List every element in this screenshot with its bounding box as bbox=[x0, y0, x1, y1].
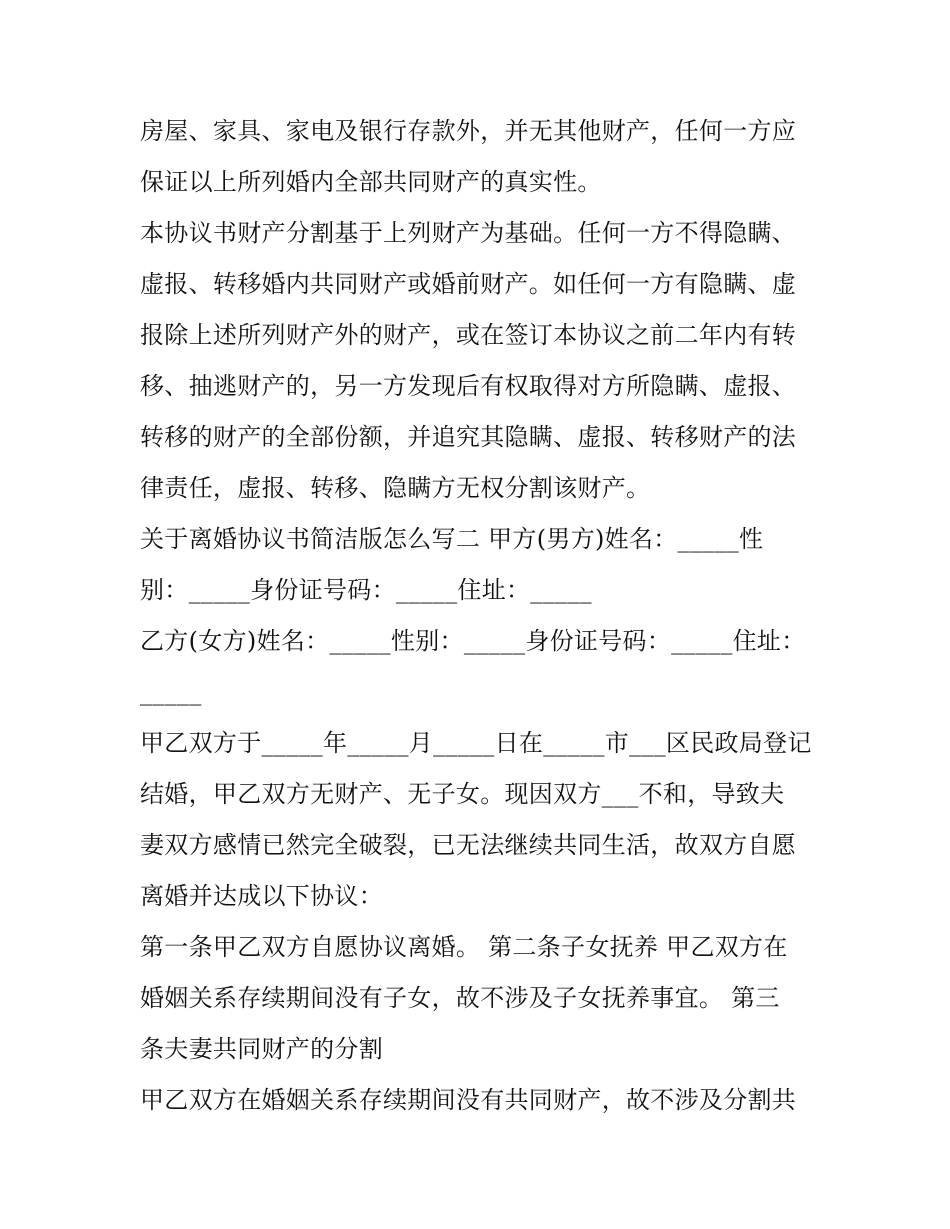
text-line: 乙方(女方)姓名：_____性别：_____身份证号码：_____住址： bbox=[140, 627, 806, 655]
text-line: 甲乙双方于_____年_____月_____日在_____市___区民政局登记 bbox=[140, 729, 812, 757]
text-line: 婚姻关系存续期间没有子女，故不涉及子女抚养事宜。 第三 bbox=[140, 984, 780, 1012]
text-line: 虚报、转移婚内共同财产或婚前财产。如任何一方有隐瞒、虚 bbox=[140, 270, 797, 298]
text-line: 结婚，甲乙双方无财产、无子女。现因双方___不和，导致夫 bbox=[140, 780, 785, 808]
text-line: 甲乙双方在婚姻关系存续期间没有共同财产，故不涉及分割共 bbox=[140, 1086, 797, 1114]
text-line: 保证以上所列婚内全部共同财产的真实性。 bbox=[140, 168, 602, 196]
text-line: 报除上述所列财产外的财产，或在签订本协议之前二年内有转 bbox=[140, 321, 797, 349]
text-line: 第一条甲乙双方自愿协议离婚。 第二条子女抚养 甲乙双方在 bbox=[140, 933, 788, 961]
text-line: 条夫妻共同财产的分割 bbox=[140, 1035, 383, 1063]
text-line: 本协议书财产分割基于上列财产为基础。任何一方不得隐瞒、 bbox=[140, 219, 797, 247]
text-line: 移、抽逃财产的，另一方发现后有权取得对方所隐瞒、虚报、 bbox=[140, 372, 797, 400]
text-line: 律责任，虚报、转移、隐瞒方无权分割该财产。 bbox=[140, 474, 651, 502]
text-line: 转移的财产的全部份额，并追究其隐瞒、虚报、转移财产的法 bbox=[140, 423, 797, 451]
text-line: 离婚并达成以下协议： bbox=[140, 882, 383, 910]
document-body bbox=[140, 106, 820, 1126]
text-line: 妻双方感情已然完全破裂，已无法继续共同生活，故双方自愿 bbox=[140, 831, 797, 859]
text-line: 房屋、家具、家电及银行存款外，并无其他财产，任何一方应 bbox=[140, 117, 797, 145]
text-line: 别：_____身份证号码：_____住址：_____ bbox=[140, 576, 592, 604]
text-line: _____ bbox=[140, 678, 202, 706]
text-line: 关于离婚协议书简洁版怎么写二 甲方(男方)姓名：_____性 bbox=[140, 525, 764, 553]
